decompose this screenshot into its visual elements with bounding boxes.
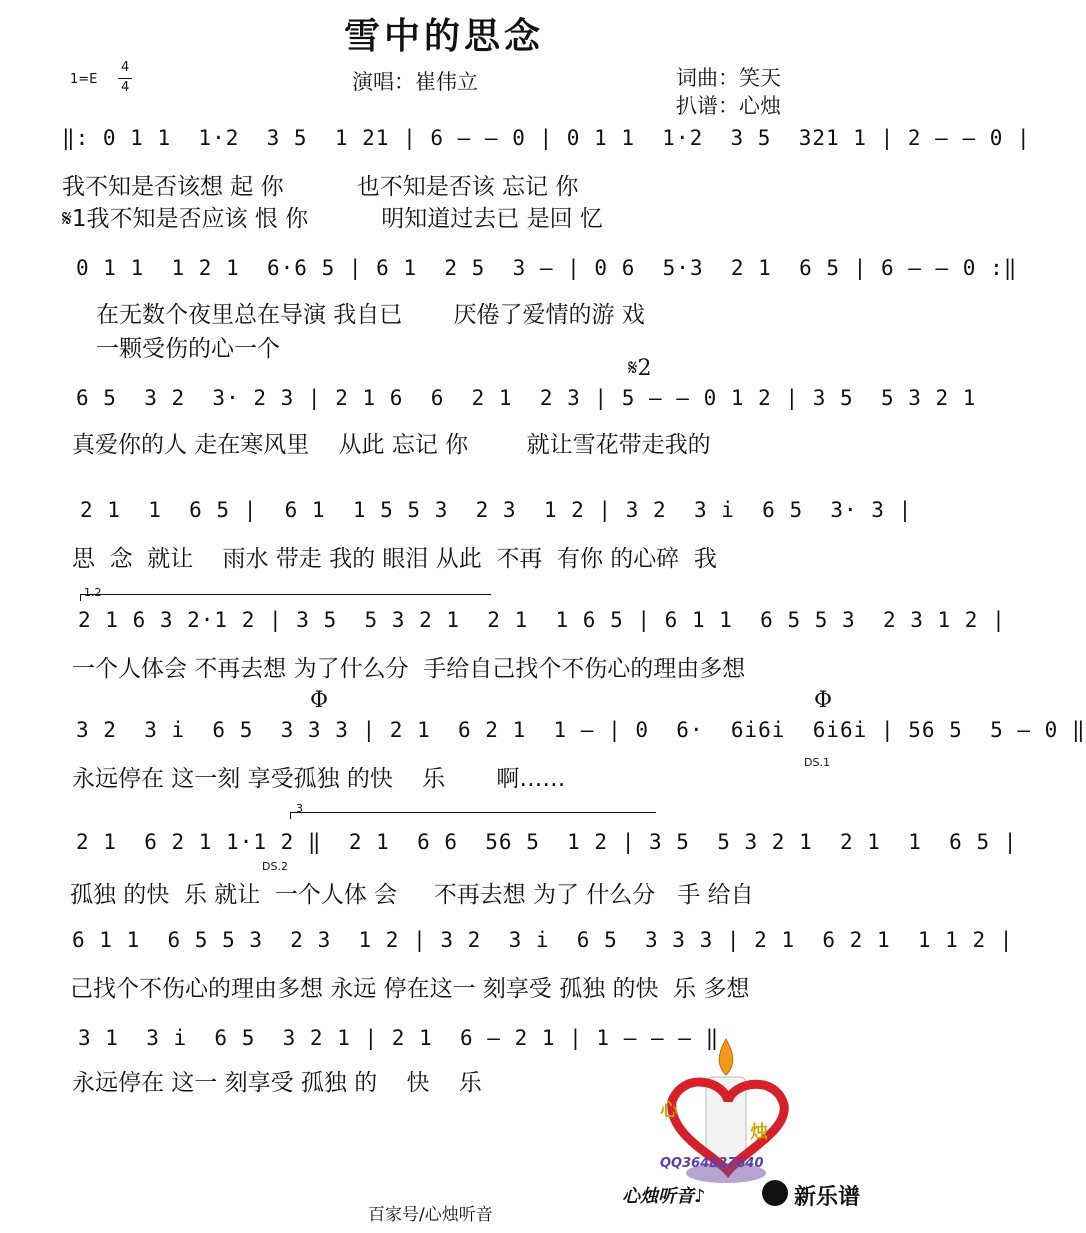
coda-icon: Φ (310, 688, 329, 713)
lyric-line: 思 念 就让 雨水 带走 我的 眼泪 从此 不再 有你 的心碎 我 (72, 546, 717, 572)
vinyl-icon (762, 1180, 788, 1206)
song-title: 雪中的思念 (343, 15, 544, 57)
lyric-line: 一颗受伤的心一个 (96, 336, 280, 362)
segno-2-mark: 𝄋2 (628, 356, 652, 381)
lyric-line: 永远停在 这一 刻享受 孤独 的 快 乐 (72, 1070, 482, 1096)
logo-char-zhu: 烛 (750, 1122, 768, 1143)
volta-label: 3 (296, 802, 303, 815)
logo-char-xin: 心 (660, 1100, 678, 1121)
lyric-line: 在无数个夜里总在导演 我自已 厌倦了爱情的游 戏 (96, 302, 645, 328)
time-signature-line (118, 78, 132, 79)
ds-2-mark: DS.2 (262, 860, 288, 873)
notation-row: 2 1 1 6 5 | 6 1 1 5 5 3 2 3 1 2 | 3 2 3 i 6 5 3· 3 | (80, 498, 913, 522)
notation-row: 0 1 1 1 2 1 6·6 5 | 6 1 2 5 3 – | 0 6 5·3 2 1 6 5 | 6 – – 0 :‖ (76, 256, 1018, 280)
volta-bracket (80, 594, 491, 601)
candle-logo (654, 1012, 784, 1172)
notation-row: ‖: 0 1 1 1·2 3 5 1 21 | 6 – – 0 | 0 1 1 1·2 3 5 321 1 | 2 – – 0 | (62, 126, 1031, 150)
lyric-line: 一个人体会 不再去想 为了什么分 手给自己找个不伤心的理由多想 (72, 656, 746, 682)
notation-row: 3 2 3 i 6 5 3 3 3 | 2 1 6 2 1 1 – | 0 6· 6i6i 6i6i | 56 5 5 – 0 ‖ (76, 718, 1086, 742)
lyric-line: 真爱你的人 走在寒风里 从此 忘记 你 就让雪花带走我的 (72, 432, 711, 458)
lyric-line: 孤独 的快 乐 就让 一个人体 会 不再去想 为了 什么分 手 给自 (70, 882, 754, 908)
notation-row: 6 5 3 2 3· 2 3 | 2 1 6 6 2 1 2 3 | 5 – – 0 1 2 | 3 5 5 3 2 1 (76, 386, 977, 410)
lyrics-music-credit: 词曲：笑天 (676, 66, 781, 90)
ds-1-mark: DS.1 (804, 756, 830, 769)
qq-number: QQ364827640 (660, 1156, 764, 1171)
notation-row: 3 1 3 i 6 5 3 2 1 | 2 1 6 – 2 1 | 1 – – – ‖ (78, 1026, 720, 1050)
volta-bracket (290, 812, 656, 819)
footer-watermark: 百家号/心烛听音 (368, 1205, 493, 1225)
coda-icon: Φ (814, 688, 833, 713)
brand-logo: 新乐谱 (794, 1185, 861, 1210)
transcriber-credit: 扒谱：心烛 (676, 94, 781, 118)
notation-row: 6 1 1 6 5 5 3 2 3 1 2 | 3 2 3 i 6 5 3 3 3 | 2 1 6 2 1 1 1 2 | (72, 928, 1014, 952)
time-signature-top: 4 (121, 60, 130, 75)
logo-caption: 心烛听音♪ (622, 1186, 706, 1207)
key-signature: 1=E (70, 72, 98, 87)
time-signature-bottom: 4 (121, 80, 130, 95)
notation-row: 2 1 6 2 1 1·1 2 ‖ 2 1 6 6 56 5 1 2 | 3 5 5 3 2 1 2 1 1 6 5 | (76, 830, 1018, 854)
singer-credit: 演唱：崔伟立 (352, 70, 478, 94)
lyric-line: 己找个不伤心的理由多想 永远 停在这一 刻享受 孤独 的快 乐 多想 (70, 976, 750, 1002)
lyric-line: 𝄋1我不知是否应该 恨 你 明知道过去已 是回 忆 (62, 206, 603, 232)
notation-row: 2 1 6 3 2·1 2 | 3 5 5 3 2 1 2 1 1 6 5 | 6 1 1 6 5 5 3 2 3 1 2 | (78, 608, 1006, 632)
lyric-line: 我不知是否该想 起 你 也不知是否该 忘记 你 (62, 174, 579, 200)
volta-label: 1.2 (84, 586, 102, 599)
lyric-line: 永远停在 这一刻 享受孤独 的快 乐 啊…… (72, 766, 566, 792)
